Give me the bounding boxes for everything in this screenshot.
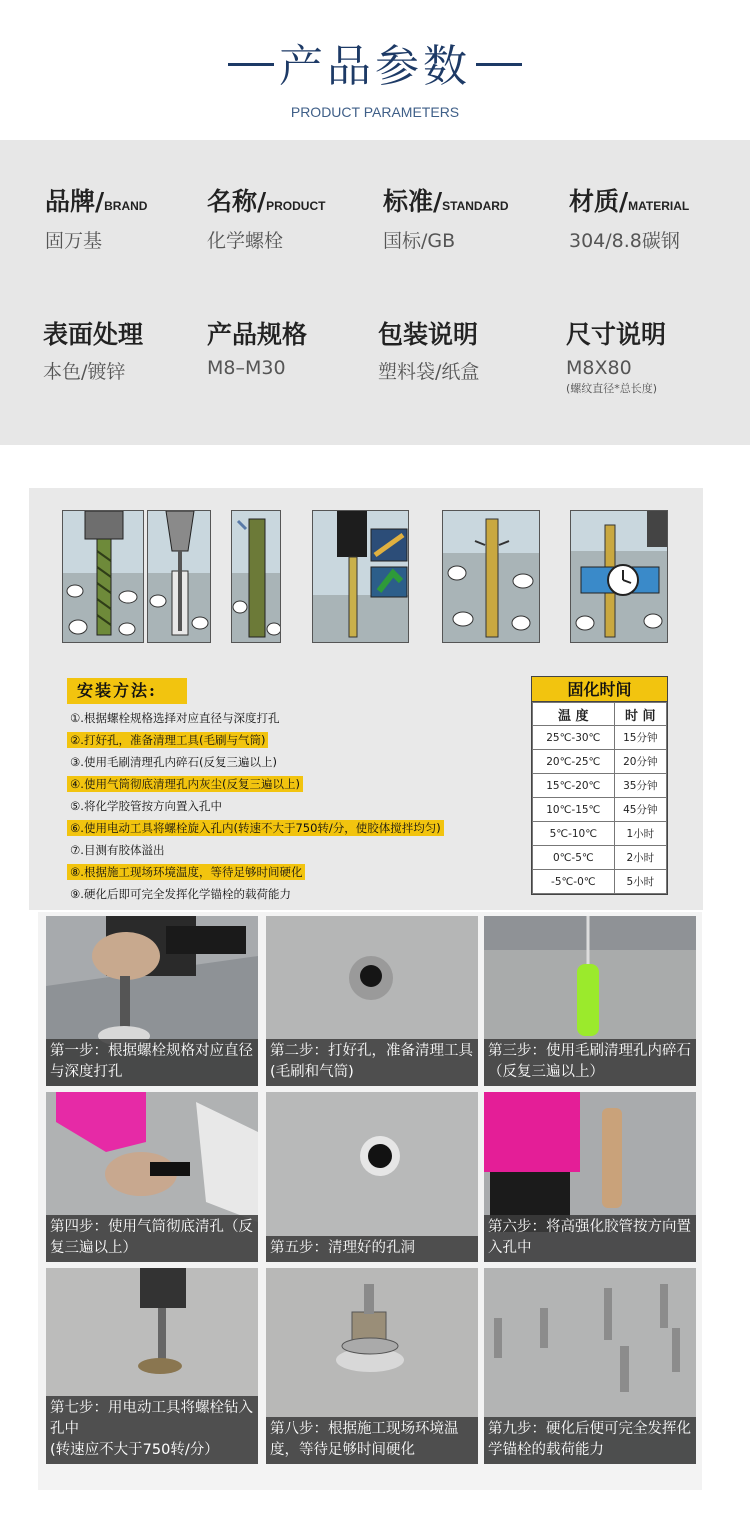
photo-step-4	[46, 1092, 258, 1262]
param-value: 化学螺栓	[207, 230, 284, 252]
cure-time-table	[531, 676, 668, 895]
install-step: ①.根据螺栓规格选择对应直径与深度打孔	[70, 711, 280, 725]
table-row: 5℃-10℃ 1小时	[533, 822, 667, 846]
install-step: ⑤.将化学胶管按方向置入孔中	[70, 799, 222, 813]
install-step: ⑨.硬化后即可完全发挥化学锚栓的载荷能力	[70, 887, 291, 901]
diagram-brush	[231, 510, 281, 643]
diagram-overflow	[442, 510, 540, 643]
table-row: 10℃-15℃ 45分钟	[533, 798, 667, 822]
param-value: 国标/GB	[383, 230, 456, 252]
install-method-panel	[29, 488, 703, 910]
photo-caption: 第二步：打好孔，准备清理工具(毛刷和气筒)	[266, 1039, 478, 1086]
param-label: 尺寸说明	[566, 320, 667, 349]
table-row: -5℃-0℃ 5小时	[533, 870, 667, 894]
photo-caption: 第一步：根据螺栓规格对应直径与深度打孔	[46, 1039, 258, 1086]
param-spec	[207, 315, 307, 379]
table-row: 15℃-20℃ 35分钟	[533, 774, 667, 798]
photo-step-8	[266, 1268, 478, 1464]
table-row: 0℃-5℃ 2小时	[533, 846, 667, 870]
cure-time-grid	[532, 702, 667, 894]
photo-step-7	[46, 1268, 258, 1464]
param-label: 表面处理	[43, 320, 144, 349]
param-value: M8–M30	[207, 357, 286, 379]
photo-step-5	[266, 1092, 478, 1262]
param-label: 包装说明	[378, 320, 479, 349]
install-step: ⑥.使用电动工具将螺栓旋入孔内(转速不大于750转/分，使胶体搅拌均匀)	[67, 818, 547, 840]
diagram-drill	[62, 510, 144, 643]
param-package	[378, 315, 479, 384]
photo-step-3	[484, 916, 696, 1086]
param-value: 固万基	[45, 230, 103, 252]
cure-time-title: 固化时间	[532, 677, 667, 702]
install-step: ④.使用气筒彻底清理孔内灰尘(反复三遍以上)	[67, 774, 547, 796]
column-header: 时 间	[614, 703, 666, 726]
page-subtitle: PRODUCT PARAMETERS	[290, 104, 460, 120]
param-standard	[383, 182, 509, 253]
photo-step-9	[484, 1268, 696, 1464]
param-surface	[43, 315, 143, 384]
param-label: 产品规格	[207, 320, 308, 349]
param-label: 标准/	[383, 187, 443, 216]
photo-caption: 第三步：使用毛刷清理孔内碎石（反复三遍以上）	[484, 1039, 696, 1086]
blower-diagram-icon	[148, 511, 211, 643]
param-label-en: PRODUCT	[266, 199, 326, 213]
diagram-insert	[312, 510, 409, 643]
photo-caption: 第五步：清理好的孔洞	[266, 1236, 478, 1262]
param-value: 塑料袋/纸盒	[378, 361, 480, 383]
install-step-list	[67, 708, 547, 906]
install-step: ⑧.根据施工现场环境温度，等待足够时间硬化	[67, 862, 547, 884]
install-step: ②.打好孔，准备清理工具(毛刷与气筒)	[67, 730, 547, 752]
param-label: 材质/	[569, 187, 629, 216]
photo-caption: 第八步：根据施工现场环境温度，等待足够时间硬化	[266, 1417, 478, 1464]
page-title: 产品参数	[279, 41, 471, 92]
brush-diagram-icon	[232, 511, 281, 643]
cure-diagram-icon	[571, 511, 668, 643]
photo-caption: 第九步：硬化后便可完全发挥化学锚栓的载荷能力	[484, 1417, 696, 1464]
title-rule-right	[476, 63, 522, 66]
param-size	[566, 315, 666, 396]
param-brand	[45, 182, 147, 253]
section-header	[0, 0, 750, 140]
photo-caption: 第四步：使用气筒彻底清孔（反复三遍以上）	[46, 1215, 258, 1262]
param-label-en: MATERIAL	[628, 199, 690, 213]
photo-step-2	[266, 916, 478, 1086]
param-label: 品牌/	[45, 187, 105, 216]
param-product	[207, 182, 325, 253]
param-label: 名称/	[207, 187, 267, 216]
drill-diagram-icon	[63, 511, 144, 643]
param-value: M8X80	[566, 357, 632, 379]
diagram-cure	[570, 510, 668, 643]
parameter-panel	[0, 140, 750, 445]
install-method-title: 安装方法:	[67, 678, 187, 704]
param-value: 304/8.8碳钢	[569, 230, 680, 252]
diagram-blow	[147, 510, 211, 643]
column-header: 温 度	[533, 703, 615, 726]
install-step: ⑦.目测有胶体溢出	[70, 843, 165, 857]
insert-diagram-icon	[313, 511, 409, 643]
param-material	[569, 182, 689, 253]
photo-caption: 第七步：用电动工具将螺栓钻入孔中 (转速应不大于750转/分）	[46, 1396, 258, 1464]
photo-caption: 第六步：将高强化胶管按方向置入孔中	[484, 1215, 696, 1262]
install-step: ③.使用毛刷清理孔内碎石(反复三遍以上)	[70, 755, 277, 769]
param-value: 本色/镀锌	[43, 361, 126, 383]
photo-steps-grid	[38, 912, 702, 1490]
param-label-en: STANDARD	[442, 199, 509, 213]
param-label-en: BRAND	[104, 199, 148, 213]
overflow-diagram-icon	[443, 511, 540, 643]
param-note: (螺纹直径*总长度)	[566, 382, 658, 395]
photo-step-6	[484, 1092, 696, 1262]
photo-step-1	[46, 916, 258, 1086]
table-header-row	[533, 703, 667, 726]
table-row: 20℃-25℃ 20分钟	[533, 750, 667, 774]
table-row: 25℃-30℃ 15分钟	[533, 726, 667, 750]
